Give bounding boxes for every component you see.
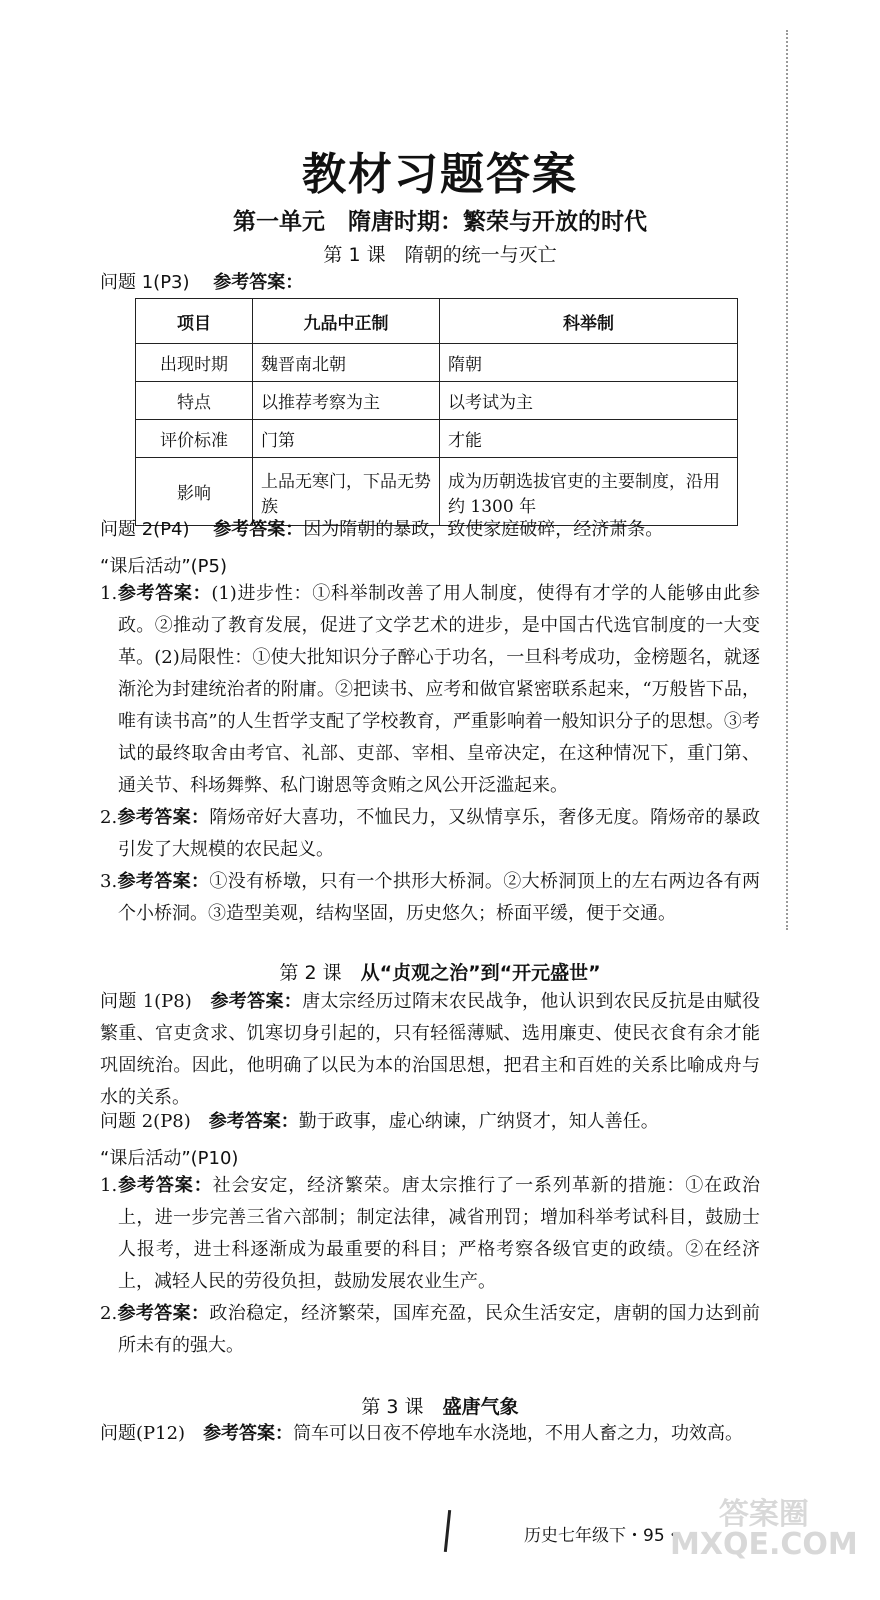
lesson-title: 从“贞观之治”到“开元盛世”: [360, 962, 601, 984]
question-2-p4: [100, 514, 760, 546]
answer-text: 勤于政事，虚心纳谏，广纳贤才，知人善任。: [298, 1111, 659, 1132]
lesson-1-heading: 第 1 课 隋朝的统一与灭亡: [323, 244, 557, 266]
table-cell: 隋朝: [440, 344, 738, 382]
answer-label: 参考答案：: [117, 1303, 210, 1324]
answer-text: 隋炀帝好大喜功，不恤民力，又纵情享乐，奢侈无度。隋炀帝的暴政引发了大规模的农民起义。: [118, 807, 761, 860]
answer-text: 筒车可以日夜不停地车水浇地，不用人畜之力，功效高。: [293, 1423, 744, 1444]
activity-p10-answers: [100, 1170, 760, 1362]
question-2-p8: [100, 1106, 760, 1138]
activity-p5-answers: [100, 578, 760, 930]
answer-item: [100, 578, 760, 802]
table-row: [136, 344, 738, 382]
table-cell: 魏晋南北朝: [253, 344, 440, 382]
answer-text: 唐太宗经历过隋末农民战争，他认识到农民反抗是由赋役繁重、官吏贪求、饥寒切身引起的，只有轻徭薄赋、选用廉吏、使民衣食有余才能巩固统治。因此，他明确了以民为本的治国思想，把君主和百姓的关系比喻成舟与水的关系。: [100, 991, 761, 1108]
table-cell: 上品无寒门，下品无势族: [253, 458, 440, 526]
table-cell: 才能: [440, 420, 738, 458]
table-cell: 以考试为主: [440, 382, 738, 420]
answer-text: (1)进步性：①科举制改善了用人制度，使得有才学的人能够由此参政。②推动了教育发展，促进了文学艺术的进步，是中国古代选官制度的一大变革。(2)局限性：①使大批知识分子醉心于功名，一旦科考成功，金榜题名，就逐渐沦为封建统治者的附庸。②把读书、应考和做官紧密联系起来，“万般皆下品，唯有读书高”的人生哲学支配了学校教育，严重影响着一般知识分子的思想。③考试的最终取舍由考官、礼部、吏部、宰相、皇帝决定，在这种情况下，重门第、通关节、科场舞弊、私门谢恩等贪贿之风公开泛滥起来。: [118, 583, 761, 796]
item-number: 1.: [100, 1175, 118, 1196]
table-header: 九品中正制: [253, 299, 440, 344]
activity-heading-p5: “课后活动”(P5): [100, 556, 228, 577]
page-footer: 历史七年级下・95・: [524, 1526, 682, 1546]
table-row: [136, 382, 738, 420]
table-header-row: [136, 299, 738, 344]
answer-text: 因为隋朝的暴政，致使家庭破碎，经济萧条。: [303, 519, 664, 540]
table-cell: 出现时期: [136, 344, 253, 382]
question-label: 问题 2(P8): [100, 1111, 191, 1132]
answer-item: [100, 1170, 760, 1298]
answer-item: [100, 802, 760, 866]
table-cell: 以推荐考察为主: [253, 382, 440, 420]
answer-label: 参考答案：: [117, 583, 212, 604]
answer-label: 参考答案：: [213, 519, 304, 540]
question-1-p8: [100, 986, 760, 1114]
watermark: 答案圈 MXQE.COM: [670, 1497, 858, 1562]
item-number: 3.: [100, 871, 118, 892]
answer-label: 参考答案：: [208, 1111, 299, 1132]
table-header: 项目: [136, 299, 253, 344]
answer-label: 参考答案：: [213, 272, 304, 293]
answer-text: ①没有桥墩，只有一个拱形大桥洞。②大桥洞顶上的左右两边各有两个小桥洞。③造型美观，结构坚固，历史悠久；桥面平缓，便于交通。: [118, 871, 761, 924]
lesson-title: 盛唐气象: [442, 1396, 519, 1418]
lesson-number: 第 2 课: [279, 962, 342, 984]
comparison-table: [135, 298, 738, 526]
table-row: [136, 420, 738, 458]
answer-label: 参考答案：: [117, 1175, 213, 1196]
activity-heading-p10: “课后活动”(P10): [100, 1148, 239, 1169]
pen-mark: [444, 1510, 451, 1552]
lesson-number: 第 3 课: [361, 1396, 424, 1418]
table-cell: 门第: [253, 420, 440, 458]
question-label: 问题 2(P4): [100, 519, 190, 540]
answer-label: 参考答案：: [210, 991, 303, 1012]
table-cell: 成为历朝选拔官吏的主要制度，沿用约 1300 年: [440, 458, 738, 526]
answer-label: 参考答案：: [117, 871, 210, 892]
lesson-3-heading: [0, 1392, 880, 1419]
lesson-2-heading: [0, 958, 880, 985]
question-label: 问题 1(P3): [100, 272, 190, 293]
question-label: 问题 1(P8): [100, 991, 192, 1012]
item-number: 1.: [100, 583, 118, 604]
item-number: 2.: [100, 807, 118, 828]
item-number: 2.: [100, 1303, 118, 1324]
table-cell: 评价标准: [136, 420, 253, 458]
answer-label: 参考答案：: [203, 1423, 294, 1444]
answer-text: 政治稳定，经济繁荣，国库充盈，民众生活安定，唐朝的国力达到前所未有的强大。: [118, 1303, 761, 1356]
question-label: 问题(P12): [100, 1423, 186, 1444]
answer-item: [100, 866, 760, 930]
table-header: 科举制: [440, 299, 738, 344]
question-1-p3: [100, 268, 303, 294]
unit-heading: 第一单元 隋唐时期：繁荣与开放的时代: [233, 209, 647, 235]
page-title: 教材习题答案: [302, 149, 578, 200]
answer-text: 社会安定，经济繁荣。唐太宗推行了一系列革新的措施：①在政治上，进一步完善三省六部制；制定法律，减省刑罚；增加科举考试科目，鼓励士人报考，进士科逐渐成为最重要的科目；严格考察各级官吏的政绩。②在经济上，减轻人民的劳役负担，鼓励发展农业生产。: [118, 1175, 760, 1292]
table-cell: 影响: [136, 458, 253, 526]
question-p12: [100, 1418, 760, 1450]
answer-item: [100, 1298, 760, 1362]
table-cell: 特点: [136, 382, 253, 420]
answer-label: 参考答案：: [117, 807, 210, 828]
